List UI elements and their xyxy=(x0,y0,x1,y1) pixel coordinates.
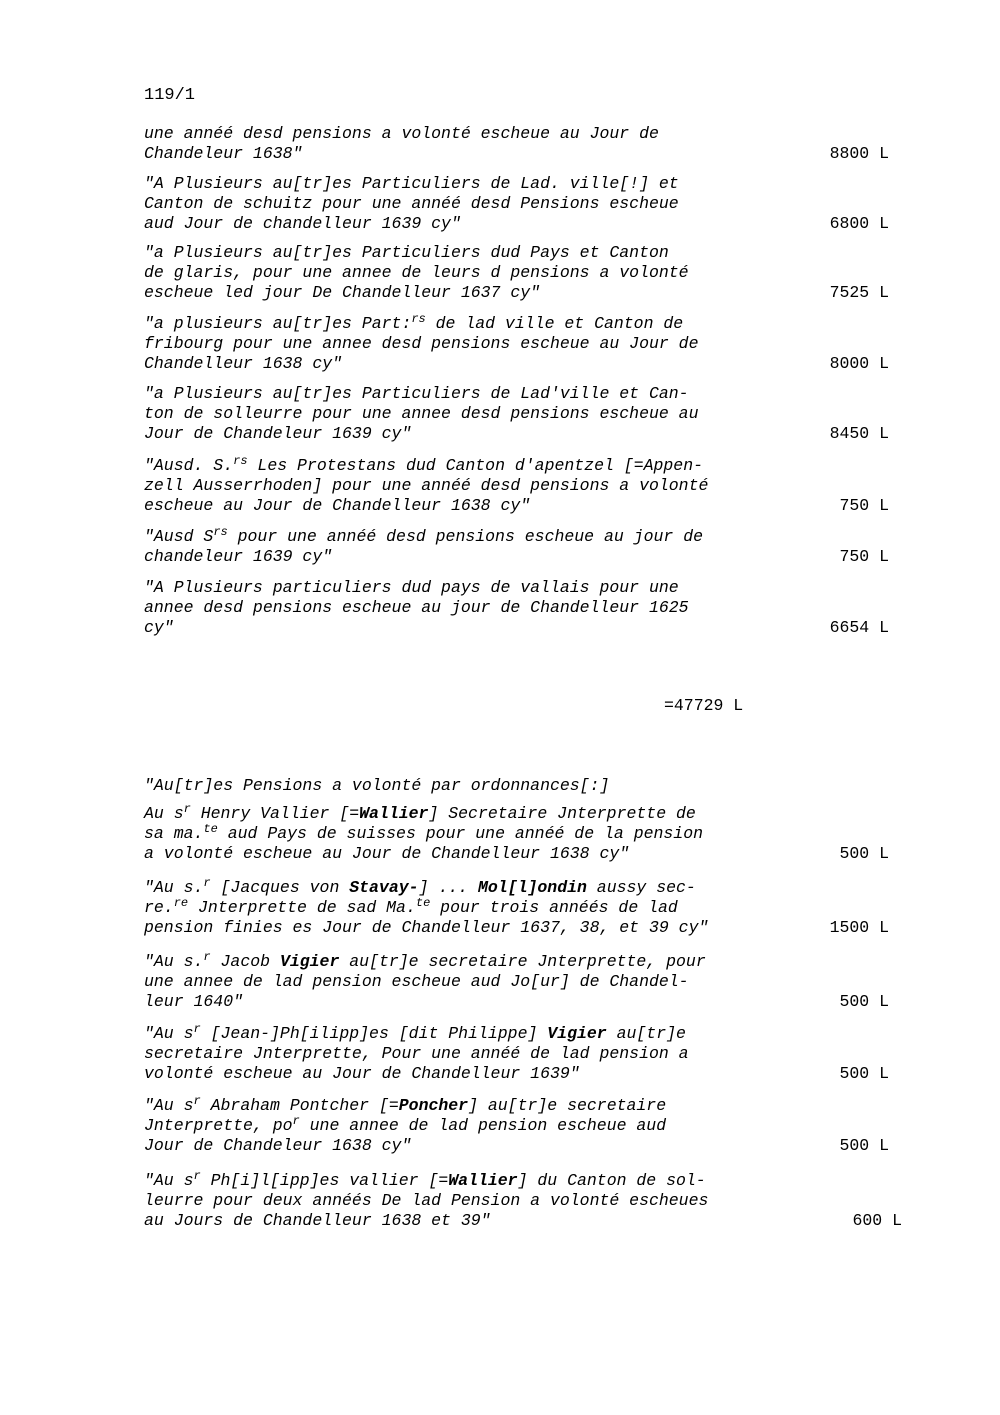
entry-amount: 500 L xyxy=(839,844,889,863)
pension-entry-3 xyxy=(144,952,889,1012)
entry-amount: 750 L xyxy=(839,496,889,515)
entry-amount: 8450 L xyxy=(829,424,889,443)
section-heading: "Au[tr]es Pensions a volonté par ordonnances[:] xyxy=(144,776,610,795)
entry-text: une annéé desd pensions a volonté escheue au Jour de Chandeleur 1638" xyxy=(144,124,659,163)
entry-text: "Au $s^r$ Ph[i]l[ipp]es vallier [=Wallier] du Canton de sol- leurre pour deux annéés De lad Pension a volonté escheues au Jours de Chandelleur 1638 et 39" xyxy=(144,1169,709,1230)
page-number: 119/1 xyxy=(144,86,196,105)
entry-5 xyxy=(144,384,889,444)
entry-3 xyxy=(144,243,889,303)
entry-text: "Ausd. S.$^{rs}$ Les Protestans dud Canton d'apentzel [=Appen- zell Ausserrhoden] pour une annéé desd pensions a volonté escheue au Jour de Chandelleur 1638 cy" xyxy=(144,454,709,515)
entry-text: "Ausd $S^{rs}$ pour une annéé desd pensions escheue au jour de chandeleur 1639 cy" xyxy=(144,525,703,566)
entry-text: "Au $s^r$ Abraham Pontcher [=Poncher] au[tr]e secretaire Jnterprette, $po^r$ une annee de lad pension escheue aud Jour de Chandeleur 1638 cy" xyxy=(144,1094,667,1155)
pension-entry-4 xyxy=(144,1024,889,1084)
entry-7 xyxy=(144,527,889,567)
entry-amount: 6800 L xyxy=(829,214,889,233)
entry-amount: 7525 L xyxy=(829,283,889,302)
entry-amount: 600 L xyxy=(852,1211,902,1230)
entry-amount: 500 L xyxy=(839,1064,889,1083)
entry-text: Au $s^r$ Henry Vallier [=Wallier] Secretaire Jnterprette de sa ma.$^{te}$ aud Pays de suisses pour une annéé de la pension a volonté escheue au Jour de Chandelleur 1638 cy" xyxy=(144,802,704,863)
entry-amount: 1500 L xyxy=(829,918,889,937)
entry-text: "A Plusieurs au[tr]es Particuliers de Lad. ville[!] et Canton de schuitz pour une annéé desd Pensions escheue aud Jour de chandelleur 1639 cy" xyxy=(144,174,679,233)
entry-text: "A Plusieurs particuliers dud pays de vallais pour une annee desd pensions escheue au jour de Chandelleur 1625 cy" xyxy=(144,578,689,637)
entry-4 xyxy=(144,314,889,374)
entry-amount: 8800 L xyxy=(829,144,889,163)
entry-6 xyxy=(144,456,889,516)
entry-2 xyxy=(144,174,889,234)
pension-entry-6 xyxy=(144,1171,902,1231)
pension-entry-2 xyxy=(144,878,889,938)
entry-amount: 6654 L xyxy=(829,618,889,637)
total-amount: =47729 L xyxy=(664,696,744,715)
entry-text: "a plusieurs au[tr]es Part:$^{rs}$ de lad ville et Canton de fribourg pour une annee desd pensions escheue au Jour de Chandelleur 1638 cy" xyxy=(144,312,699,373)
entry-text: "Au s.$^r$ Jacob Vigier au[tr]e secretaire Jnterprette, pour une annee de lad pension escheue aud Jo[ur] de Chandel- leur 1640" xyxy=(144,950,706,1011)
entry-1 xyxy=(144,124,889,164)
entry-8 xyxy=(144,578,889,638)
entry-text: "a Plusieurs au[tr]es Particuliers dud Pays et Canton de glaris, pour une annee de leurs d pensions a volonté escheue led jour De Chandelleur 1637 cy" xyxy=(144,243,689,302)
entry-text: "Au s.$^r$ [Jacques von Stavay-] ... Mol[l]ondin aussy sec- re.$^{re}$ Jnterprette de sad Ma.$^{te}$ pour trois annéés de lad pension finies es Jour de Chandelleur 1637, 38, et 39 cy" xyxy=(144,876,709,937)
entry-amount: 750 L xyxy=(839,547,889,566)
pension-entry-5 xyxy=(144,1096,889,1156)
entry-amount: 500 L xyxy=(839,992,889,1011)
entry-amount: 500 L xyxy=(839,1136,889,1155)
entry-text: "Au $s^r$ [Jean-]Ph[ilipp]es [dit Philippe] Vigier au[tr]e secretaire Jnterprette, Pour une annéé de lad pension a volonté escheue au Jour de Chandelleur 1639" xyxy=(144,1022,689,1083)
entry-text: "a Plusieurs au[tr]es Particuliers de Lad'ville et Can- ton de solleurre pour une annee desd pensions escheue au Jour de Chandeleur 1639 cy" xyxy=(144,384,699,443)
entry-amount: 8000 L xyxy=(829,354,889,373)
pension-entry-1 xyxy=(144,804,889,864)
